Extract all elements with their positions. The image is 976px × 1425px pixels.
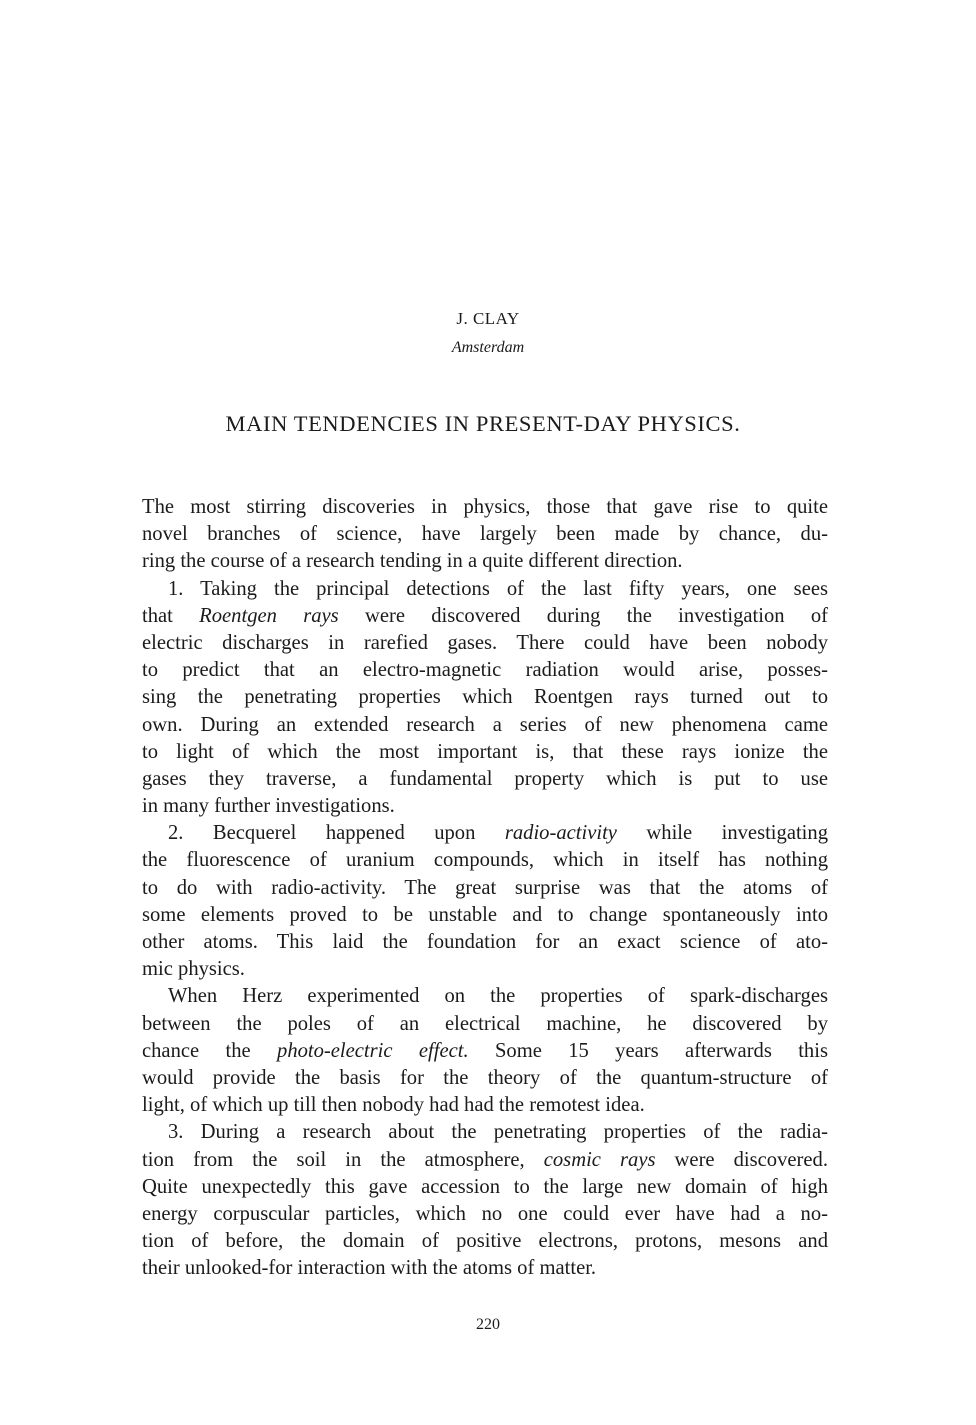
text-run: other atoms. This laid the foundation for an exact science of ato- xyxy=(142,931,828,953)
text-run: that xyxy=(142,604,200,627)
text-run: tion from the soil in the atmosphere, xyxy=(142,1148,544,1171)
text-line xyxy=(142,548,828,575)
text-run: own. During an extended research a series of new phenomena came xyxy=(142,713,828,736)
text-run: between the poles of an electrical machine, he discovered by xyxy=(142,1012,828,1035)
italic-term: photo-electric effect. xyxy=(277,1039,469,1062)
text-run: their unlooked-for interaction with the atoms of matter. xyxy=(142,1257,597,1280)
text-run: Some 15 years afterwards this xyxy=(468,1039,828,1062)
text-run: electric discharges in rarefied gases. There could have been nobody xyxy=(142,631,828,654)
text-line xyxy=(142,902,828,929)
text-run: mic physics. xyxy=(142,958,245,981)
paragraph xyxy=(142,983,828,1119)
text-run: 2. Becquerel happened upon xyxy=(168,822,505,845)
text-line xyxy=(142,1255,828,1282)
article-title: MAIN TENDENCIES IN PRESENT-DAY PHYSICS. xyxy=(225,411,741,436)
text-run: sing the penetrating properties which Roentgen rays turned out to xyxy=(142,686,828,709)
text-line xyxy=(142,820,828,847)
text-line xyxy=(142,956,828,983)
text-run: to predict that an electro-magnetic radiation would arise, posses- xyxy=(142,659,828,682)
italic-term: radio-activity xyxy=(504,822,617,845)
text-run: the fluorescence of uranium compounds, which in itself has nothing xyxy=(142,849,828,872)
text-line xyxy=(142,739,828,766)
text-line xyxy=(142,630,828,657)
text-run: gases they traverse, a fundamental property which is put to use xyxy=(142,767,828,790)
text-run: some elements proved to be unstable and to change spontaneously into xyxy=(142,903,828,926)
text-line xyxy=(142,521,828,548)
text-line xyxy=(142,712,828,739)
text-line xyxy=(142,684,828,711)
article-body xyxy=(142,494,828,1282)
text-run: tion of before, the domain of positive electrons, protons, mesons and xyxy=(142,1230,828,1253)
text-run: Quite unexpectedly this gave accession to the large new domain of high xyxy=(142,1175,828,1198)
text-line xyxy=(142,1228,828,1255)
author-location: Amsterdam xyxy=(451,339,525,356)
text-line xyxy=(142,1065,828,1092)
text-run: to light of which the most important is, that these rays ionize the xyxy=(142,740,828,763)
text-run: would provide the basis for the theory of the quantum-structure of xyxy=(142,1066,828,1089)
text-run: light, of which up till then nobody had had the remotest idea. xyxy=(142,1094,645,1117)
text-run: to do with radio-activity. The great surprise was that the atoms of xyxy=(142,876,828,899)
text-line xyxy=(142,1201,828,1228)
text-run: The most stirring discoveries in physics, those that gave rise to quite xyxy=(142,496,828,518)
text-run: ring the course of a research tending in a quite different direction. xyxy=(142,550,683,573)
text-line xyxy=(142,494,828,521)
text-line xyxy=(142,847,828,874)
text-run: novel branches of science, have largely been made by chance, du- xyxy=(142,523,828,546)
text-run: chance the xyxy=(142,1039,278,1062)
text-run: 1. Taking the principal detections of the last fifty years, one sees xyxy=(168,577,828,600)
author-name: J. CLAY xyxy=(456,309,520,328)
text-line xyxy=(142,1011,828,1038)
paragraph xyxy=(142,576,828,821)
text-line xyxy=(142,875,828,902)
paragraph xyxy=(142,1119,828,1282)
paragraph xyxy=(142,820,828,983)
text-line xyxy=(142,1038,828,1065)
text-run: When Herz experimented on the properties of spark-discharges xyxy=(168,985,828,1008)
text-line xyxy=(142,766,828,793)
text-line xyxy=(142,983,828,1010)
text-line xyxy=(142,1147,828,1174)
text-line xyxy=(142,1174,828,1201)
text-run: in many further investigations. xyxy=(142,795,395,818)
text-line xyxy=(142,576,828,603)
italic-term: cosmic rays xyxy=(543,1148,656,1171)
text-line xyxy=(142,1092,828,1119)
text-line xyxy=(142,929,828,956)
page-number: 220 xyxy=(476,1316,500,1333)
paragraph xyxy=(142,494,828,576)
text-line xyxy=(142,793,828,820)
text-line xyxy=(142,603,828,630)
text-run: energy corpuscular particles, which no one could ever have had a no- xyxy=(142,1202,828,1225)
text-run: were discovered during the investigation of xyxy=(338,604,828,627)
text-line xyxy=(142,1119,828,1146)
text-run: were discovered. xyxy=(655,1148,828,1171)
text-line xyxy=(142,657,828,684)
text-run: while investigating xyxy=(616,822,828,845)
text-run: 3. During a research about the penetrating properties of the radia- xyxy=(168,1121,828,1144)
italic-term: Roentgen rays xyxy=(199,604,339,627)
